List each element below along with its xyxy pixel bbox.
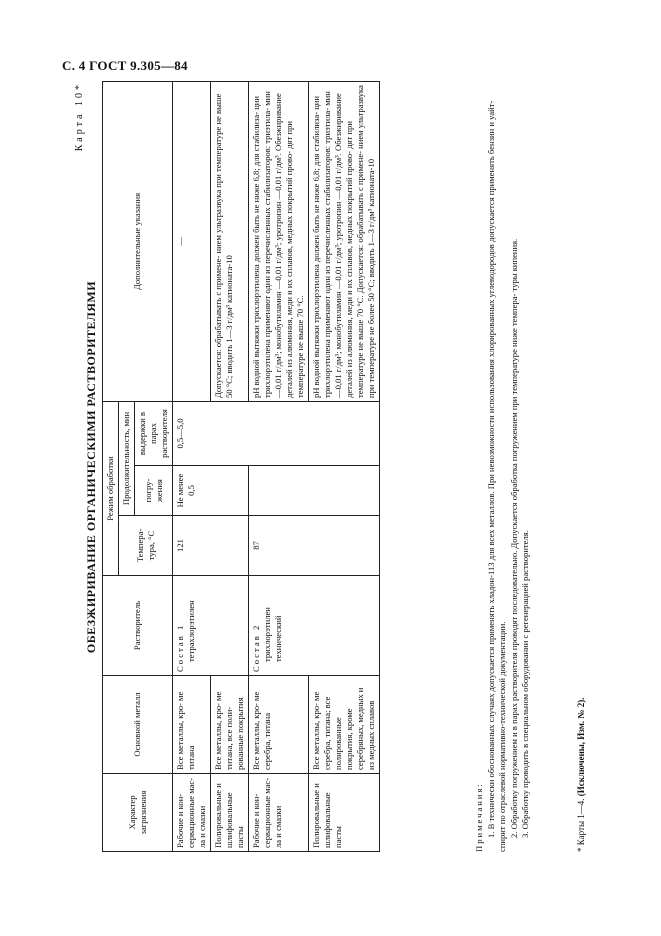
cell-contamination: Полировальные и шлифовальные пасты: [211, 774, 249, 852]
cell-immersion: [249, 466, 380, 516]
notes-heading: Примечания:: [474, 782, 484, 852]
page-header: С. 4 ГОСТ 9.305—84: [62, 58, 188, 73]
cell-temperature: 87: [249, 516, 380, 576]
cell-contamination: Рабочие и кон- сервационные мас- ла и смазки: [173, 774, 211, 852]
col-instructions: Дополнительные указания: [103, 82, 173, 402]
cell-metal: Все металлы, кро- ме серебра, титана: [249, 676, 309, 774]
table-title: ОБЕЗЖИРИВАНИЕ ОРГАНИЧЕСКИМИ РАСТВОРИТЕЛЯМИ: [84, 280, 98, 654]
col-duration: Продолжительность, мин: [119, 402, 135, 516]
col-temperature: Темпера- тура, °С: [119, 516, 173, 576]
solvent-name: тетрахлорэтилен: [186, 600, 196, 662]
cell-instructions: Допускается: обрабатывать с примене- нием ультразвука при температуре не выше 50 °С; вводить 1—3 г/дм³ катионата-10: [211, 82, 249, 402]
cell-vapor: 0,5—5,0: [173, 402, 380, 466]
table-row: [173, 82, 211, 852]
cell-contamination: Рабочие и кон- сервационные мас- ла и смазки: [249, 774, 309, 852]
cell-metal: Все металлы, кро- ме титана, все поли- рованные покрытия: [211, 676, 249, 774]
notes: [474, 82, 532, 852]
cell-metal: Все металлы, кро- ме серебра, титана; все полированные покрытия, кроме серебряных, медных и из медных сплавов: [309, 676, 380, 774]
cell-temperature: 121: [173, 516, 249, 576]
col-mode: Режим обработки: [103, 402, 119, 576]
composition-name: Состав 1: [175, 623, 185, 672]
col-immersion: погру- жения: [135, 466, 173, 516]
cell-immersion: Не менее 0,5: [173, 466, 249, 516]
cell-contamination: Полировальные и шлифовальные пасты: [309, 774, 380, 852]
cell-instructions: —: [173, 82, 211, 402]
cell-instructions: pH водной вытяжки трихлорэтилена должен быть не ниже 6,8; для стабилиза- ции трихлорэтилена применяют один из перечисленных стабилизаторов: триэтила- мин —0,01 г/дм³; монобутиламин —0,01 г/дм³; уротропин —0,01 г/дм³. Обезжиривание деталей из алюминия, меди и их сплавов, медных покрытий прово- дят при температуре не выше 70 °С.: [249, 82, 309, 402]
col-vapor: выдержки в парах растворителя: [135, 402, 173, 466]
composition-name: Состав 2: [251, 623, 261, 672]
footnote-bold: (Исключены, Изм. № 2).: [576, 697, 586, 797]
footnote: [576, 698, 586, 852]
table-row: [249, 82, 309, 852]
cell-solvent: [173, 576, 249, 676]
card-label: Карта 10*: [74, 82, 85, 152]
solvent-name: трихлорэтилен технический: [262, 607, 283, 662]
col-contamination: Характер загрязнения: [103, 774, 173, 852]
cell-instructions: pH водной вытяжки трихлорэтилена должен быть не ниже 6,8; для стабилиза- ции трихлорэтилена применяют один из перечисленных стабилизаторов: триэтила- мин —0,01 г/дм³; монобутиламин —0,01 г/дм³; уротропин —0,01 г/дм³. Обезжиривание деталей из алюминия, меди и их сплавов, медных покрытий прово- дят при температуре не выше 70 °С. Допускается: обрабатывать с примене- нием ультразвука при температуре не более 50 °С; вводить 1—3 г/дм³ катионата-10: [309, 82, 380, 402]
note-2: 2. Обработку погружением и в парах растворителя проводят последовательно. Допускается обработка погружением при температуре ниже темпера- туры кипения.: [508, 238, 519, 838]
col-solvent: Растворитель: [103, 576, 173, 676]
rotated-card: [74, 82, 594, 852]
note-1: 1. В технически обоснованных случаях допускается применять хладон-113 для всех металлов. При невозможности использования хлорированных углеводородов допускается применять бензин и уайт-спирит по отраслевой нормативно-технической документации.: [485, 100, 508, 852]
note-3: 3. Обработку проводить в специальном оборудовании с регенерацией растворителя.: [520, 530, 531, 838]
cell-metal: Все металлы, кро- ме титана: [173, 676, 211, 774]
solvent-table: [102, 81, 380, 852]
footnote-prefix: * Карты 1—4.: [576, 796, 586, 852]
cell-solvent: [249, 576, 380, 676]
col-base-metal: Основной металл: [103, 676, 173, 774]
